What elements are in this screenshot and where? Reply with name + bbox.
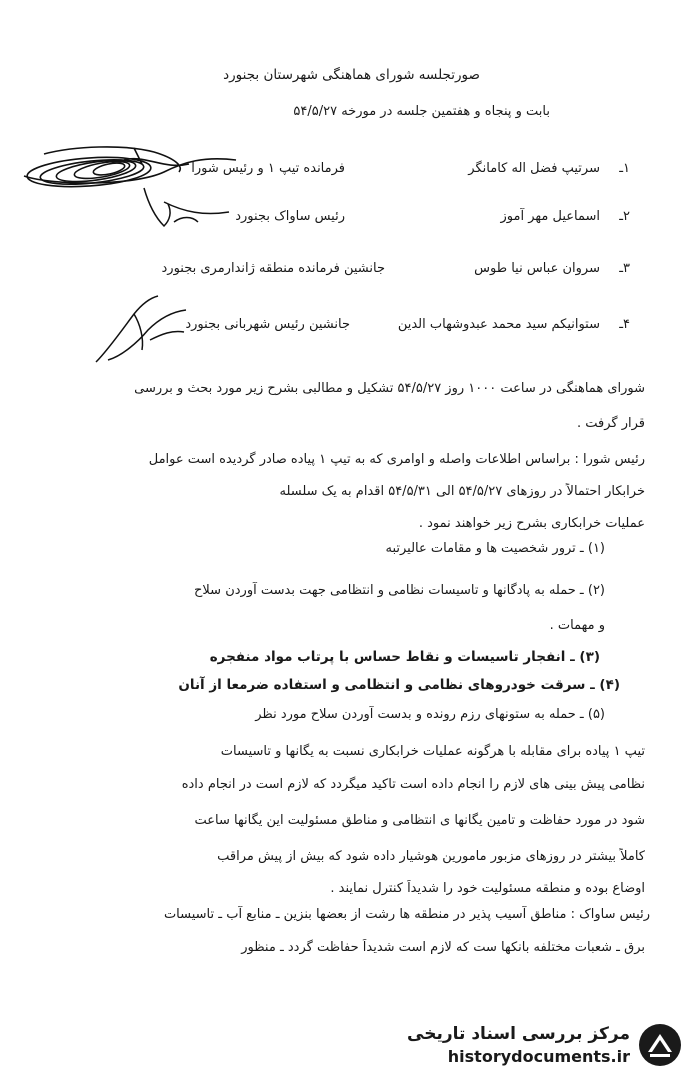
paragraph-3-line-1: رئیس ساواک : مناطق آسیب پذیر در منطقه ها رشت از بعضها بنزین ـ منابع آب ـ تاسیسات — [163, 907, 650, 922]
paragraph-2-line-4: کاملاً بیشتر در روزهای مزبور مامورین هوشیار داده شود که بیش از پیش مراقب — [217, 849, 645, 864]
attendee-1-role: فرمانده تیپ ۱ و رئیس شورا — [191, 161, 345, 176]
attendee-1-name: سرتیپ فضل اله کامانگر — [468, 161, 600, 176]
attendee-2-number: ۲ـ — [619, 209, 630, 224]
paragraph-1-line-3: عملیات خرابکاری بشرح زیر خواهند نمود . — [418, 516, 645, 531]
intro-line-1: شورای هماهنگی در ساعت ۱۰۰۰ روز ۵۴/۵/۲۷ تشکیل و مطالبی بشرح زیر مورد بحث و بررسی — [134, 381, 645, 396]
document-subtitle: بابت و پنجاه و هفتمین جلسه در مورخه ۵۴/۵/۲۷ — [293, 104, 550, 119]
archive-logo-icon — [638, 1022, 682, 1068]
paragraph-3-line-2: برق ـ شعبات مختلفه بانکها ست که لازم است شدیداً حفاظت گردد ـ منظور — [241, 940, 645, 955]
item-3: (۳) ـ انفجار تاسیسات و نقاط حساس با پرتاب مواد منفجره — [209, 649, 600, 665]
document-title: صورتجلسه شورای هماهنگی شهرستان بجنورد — [223, 67, 480, 83]
item-5: (۵) ـ حمله به ستونهای رزم رونده و بدست آوردن سلاح مورد نظر — [255, 707, 605, 722]
attendee-3-number: ۳ـ — [619, 261, 630, 276]
item-2-line-2: و مهمات . — [549, 618, 605, 633]
attendee-1-number: ۱ـ — [619, 161, 630, 176]
paragraph-2-line-1: تیپ ۱ پیاده برای مقابله با هرگونه عملیات خرابکاری نسبت به یگانها و تاسیسات — [220, 744, 645, 759]
attendee-4-name: ستوانیکم سید محمد عبدوشهاب الدین — [397, 317, 600, 332]
watermark-title: مرکز بررسی اسناد تاریخی — [407, 1024, 630, 1044]
attendee-3-role: جانشین فرمانده منطقه ژاندارمری بجنورد — [161, 261, 385, 276]
intro-line-2: قرار گرفت . — [576, 416, 645, 431]
paragraph-1-line-2: خرابکار احتمالاً در روزهای ۵۴/۵/۲۷ الی ۵۴/۵/۳۱ اقدام به یک سلسله — [279, 484, 645, 499]
item-1: (۱) ـ ترور شخصیت ها و مقامات عالیرتبه — [385, 541, 605, 556]
item-2-line-1: (۲) ـ حمله به پادگانها و تاسیسات نظامی و انتظامی جهت بدست آوردن سلاح — [194, 583, 605, 598]
paragraph-1-line-1: رئیس شورا : براساس اطلاعات واصله و اوامری که به تیپ ۱ پیاده صادر گردیده است عوامل — [148, 452, 645, 467]
attendee-4-role: جانشین رئیس شهربانی بجنورد — [185, 317, 350, 332]
paragraph-2-line-3: شود در مورد حفاظت و تامین یگانها ی انتظامی و مناطق مسئولیت این یگانها ساعت — [194, 813, 645, 828]
attendee-3-name: سروان عباس نیا طوس — [474, 261, 600, 276]
attendee-2-role: رئیس ساواک بجنورد — [235, 209, 345, 224]
watermark-url: historydocuments.ir — [447, 1047, 630, 1066]
paragraph-2-line-5: اوضاع بوده و منطقه مسئولیت خود را شدیداً کنترل نمایند . — [330, 881, 645, 896]
item-4: (۴) ـ سرقت خودروهای نظامی و انتظامی و استفاده ضرمعا از آنان — [178, 677, 620, 693]
attendee-4-number: ۴ـ — [619, 317, 630, 332]
archive-watermark — [382, 1022, 682, 1068]
attendee-2-name: اسماعیل مهر آموز — [500, 209, 600, 224]
paragraph-2-line-2: نظامی پیش بینی های لازم را انجام داده است تاکید میگردد که لازم است در انجام داده — [181, 777, 645, 792]
